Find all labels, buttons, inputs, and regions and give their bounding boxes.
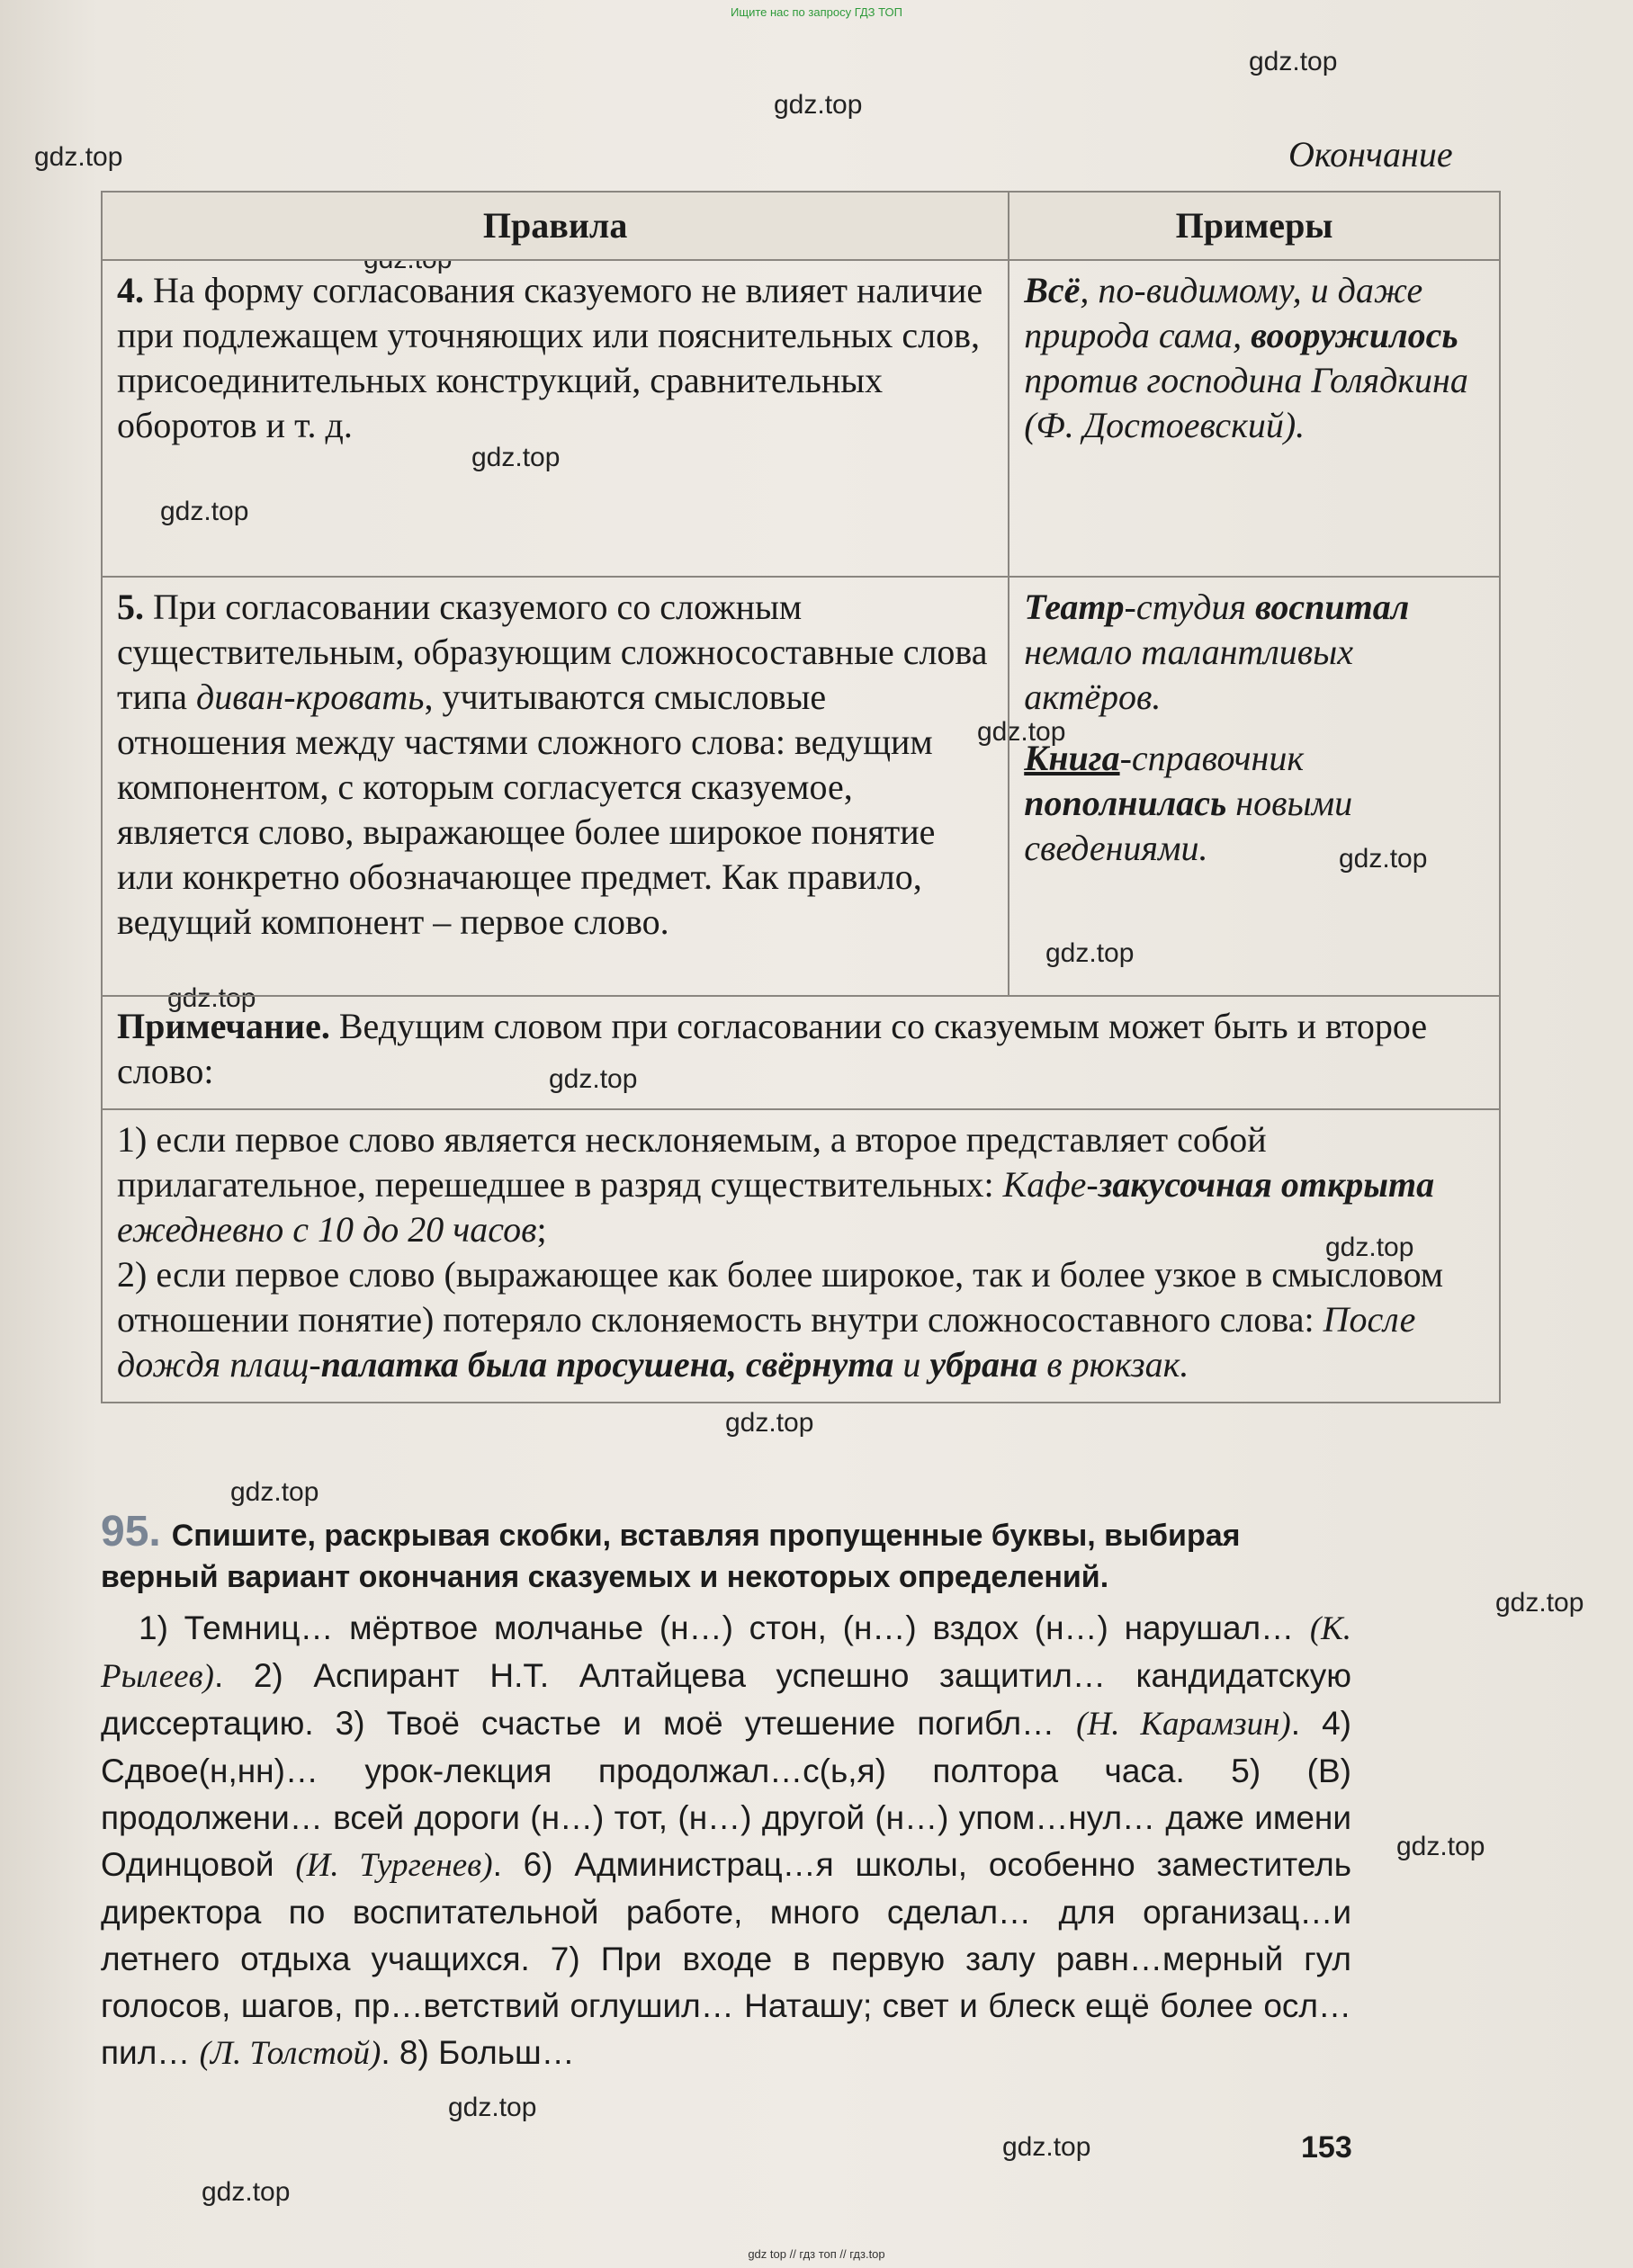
rule-number: 4. [117,270,144,310]
example-bold: вооружилось [1251,315,1458,355]
watermark: gdz.top [160,497,249,526]
header-examples: Примеры [1009,192,1500,260]
exercise-sentence: 1) Темниц… мёртвое молчанье (н…) стон, (н…) вздох (н…) нарушал… [139,1609,1310,1646]
case-italic: После дождя плащ- [117,1299,1416,1385]
exercise-instruction: Спишите, раскрывая скобки, вставляя пропущенные буквы, выбирая верный вариант окончания сказуемых и некоторых определений. [101,1519,1241,1594]
watermark: gdz.top [1325,1233,1414,1262]
rule-italic: диван-кровать [196,677,425,717]
case-2 [117,1252,1485,1387]
rule-cell [102,260,1009,577]
exercise-text [101,1605,1351,2077]
header-rules: Правила [102,192,1009,260]
bottom-banner[interactable]: gdz top // гдз топ // гдз.top [748,2247,885,2261]
watermark: gdz.top [725,1408,814,1438]
example-2 [1024,736,1485,871]
watermark: gdz.top [977,717,1066,747]
rule-text: При согласовании сказуемого со сложным существительным, образующим сложносоставные слова типа [117,587,988,717]
watermark: gdz.top [230,1477,319,1507]
example-bold: воспитал [1254,587,1410,627]
table-row [102,577,1500,996]
cases-row [102,1109,1500,1403]
rule-text: На форму согласования сказуемого не влияет наличие при подлежащем уточняющих или пояснительных слов, присоединительных конструкций, сравнительных оборотов и т. д. [117,270,983,445]
table-header-row [102,192,1500,260]
watermark: gdz.top [471,443,561,472]
exercise-author: (К. Рылеев) [101,1610,1351,1695]
case-bold: убрана [929,1344,1038,1385]
section-label: Окончание [1288,134,1453,175]
watermark: gdz.top [202,2177,291,2207]
case-text: 1) если первое слово является несклоняемым, а второе представляет собой прилагательное, перешедшее в разряд существительных: [117,1119,1267,1205]
case-italic: в рюкзак. [1037,1344,1189,1385]
note-cell [102,996,1500,1109]
case-italic: ежедневно с 10 до 20 часов [117,1209,537,1250]
rule-text: , учитываются смысловые отношения между частями сложного слова: ведущим компонентом, с которым согласуется сказуемое, является слово, выражающее более широкое понятие или конкретно обозначающее предмет. Как правило, ведущий компонент – первое слово. [117,677,936,942]
exercise-sentence: . 6) Администрац…я школы, особенно заместитель директора по воспитательной работе, много сделал… для организац…и летнего отдыха учащихся. 7) При входе в первую залу равн…мерный гул голосов, шагов, пр…ветствий оглушил… Наташу; свет и блеск ещё более осл…пил… [101,1846,1352,2071]
example-bold: Всё [1024,270,1081,310]
example-italic: против господина Голядкина (Ф. Достоевский). [1024,360,1468,445]
example-italic: немало талантливых актёров. [1024,632,1353,717]
case-text: ; [536,1209,547,1250]
example-cell [1009,260,1500,577]
rules-table [101,191,1501,1403]
exercise-95 [101,1508,1352,2077]
exercise-sentence: . 2) Аспирант Н.Т. Алтайцева успешно защитил… кандидатскую диссертацию. 3) Твоё счастье и моё утешение погибл… [101,1657,1351,1742]
watermark: gdz.top [1002,2132,1091,2162]
rule-number: 5. [117,587,144,627]
page-number: 153 [1301,2130,1352,2165]
example-italic: -студия [1124,587,1255,627]
watermark: gdz.top [1339,844,1428,874]
exercise-author: (И. Тургенев) [295,1847,493,1884]
example-1 [1024,585,1485,720]
case-text: 2) если первое слово (выражающее как более широкое, так и более узкое в смысловом отношении понятие) потеряло склоняемость внутри сложносоставного слова: [117,1254,1444,1340]
case-1 [117,1117,1485,1252]
case-bold: палатка была просушена, свёрнута [320,1344,894,1385]
exercise-number: 95. [101,1508,161,1555]
note-title: Примечание. [117,1006,330,1046]
watermark: gdz.top [34,142,123,172]
case-italic: Кафе- [1002,1164,1099,1205]
watermark: gdz.top [1045,938,1135,968]
example-bold: пополнилась [1024,783,1227,823]
watermark: gdz.top [1249,47,1338,76]
example-italic: , по-видимому, и даже природа сама, [1024,270,1423,355]
cases-cell [102,1109,1500,1403]
note-text: Ведущим словом при согласовании со сказуемым может быть и второе слово: [117,1006,1428,1091]
example-italic: -справочник [1119,738,1305,778]
exercise-author: (Н. Карамзин) [1076,1706,1291,1743]
watermark: gdz.top [1495,1588,1584,1618]
example-cell [1009,577,1500,996]
watermark: gdz.top [167,983,256,1013]
example-bold: Книга [1024,738,1120,778]
case-italic: и [893,1344,930,1385]
exercise-sentence: . 4) Сдвое(н,нн)… урок-лекция продолжал…с(ь,я) полтора часа. 5) (В) продолжени… всей дороги (н…) тот, (н…) другой (н…) упом…нул… даже имени Одинцовой [101,1705,1351,1883]
watermark: gdz.top [549,1064,638,1094]
table-row [102,260,1500,577]
rule-cell [102,577,1009,996]
case-bold: закусочная открыта [1098,1164,1435,1205]
exercise-author: (Л. Толстой) [199,2035,381,2072]
example-bold: Театр [1024,587,1125,627]
note-row [102,996,1500,1109]
exercise-heading [101,1508,1351,1598]
example-italic: новыми сведениями. [1024,783,1353,868]
watermark: gdz.top [1396,1832,1485,1861]
exercise-sentence: . 8) Больш… [381,2034,575,2071]
watermark: gdz.top [448,2093,537,2122]
top-banner[interactable]: Ищите нас по запросу ГДЗ ТОП [731,5,902,19]
watermark: gdz.top [774,90,863,120]
